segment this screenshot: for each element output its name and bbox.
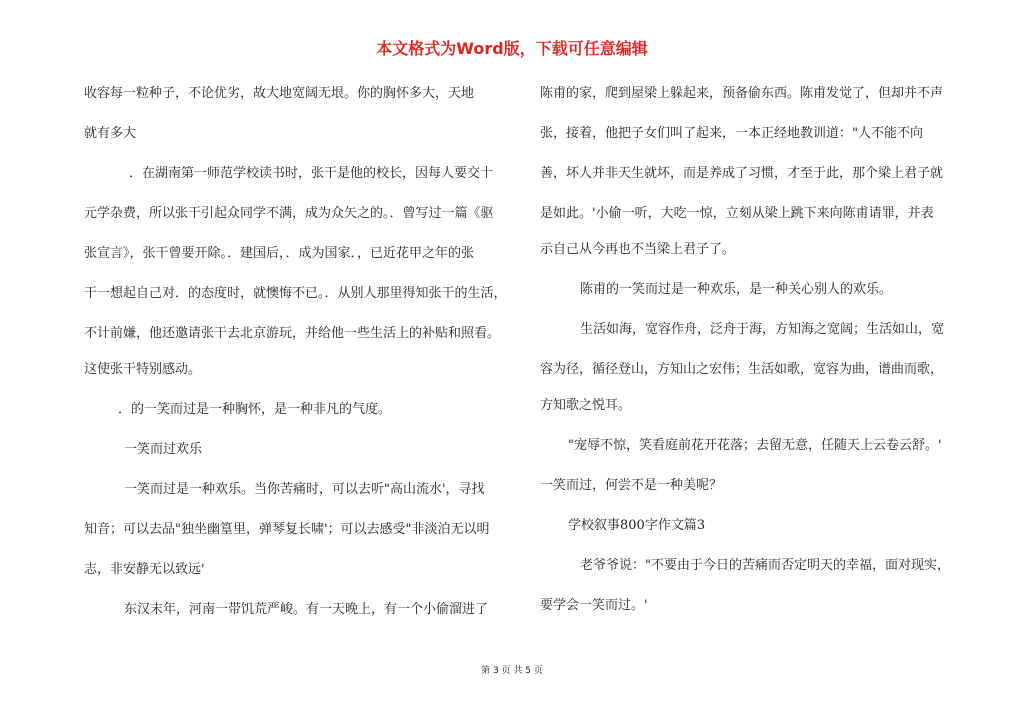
text-line: 生活如海，宽容作舟，泛舟于海，方知海之宽阔；生活如山，宽 — [580, 322, 945, 337]
document-header: 本文格式为Word版，下载可任意编辑 — [376, 39, 648, 58]
text-line: 老爷爷说："不要由于今日的苦痛而否定明天的幸福，面对现实， — [580, 558, 950, 573]
text-line: 陈甫的一笑而过是一种欢乐，是一种关心别人的欢乐。 — [580, 282, 893, 297]
text-line: 东汉末年，河南一带饥荒严峻。有一天晚上，有一个小偷溜进了 — [124, 602, 489, 617]
text-line: 一笑而过，何尝不是一种美呢？ — [540, 478, 723, 493]
text-line: 张，接着，他把子女们叫了起来，一本正经地教训道："人不能不向 — [540, 126, 923, 141]
text-line: 这使张干特别感动。 — [84, 362, 202, 377]
page-number: 第 3 页 共 5 页 — [481, 666, 543, 676]
text-line: 收容每一粒种子，不论优劣，故大地宽阔无垠。你的胸怀多大，天地 — [84, 86, 475, 101]
left-text-column — [84, 80, 507, 623]
text-line: 知音；可以去品"独坐幽篁里，弹琴复长啸'；可以去感受"非淡泊无以明 — [84, 522, 490, 537]
text-line: 不计前嫌，他还邀请张干去北京游玩，并给他一些生活上的补贴和照看。 — [84, 326, 501, 341]
text-line: 学校叙事800字作文篇3 — [568, 518, 706, 533]
text-line: "宠辱不惊，笑看庭前花开花落；去留无意，任随天上云卷云舒。' — [568, 438, 942, 453]
right-text-column — [540, 80, 965, 619]
text-line: 就有多大 — [84, 126, 137, 141]
text-line: 一笑而过欢乐 — [124, 442, 203, 457]
text-line: 一笑而过是一种欢乐。当你苦痛时，可以去听"高山流水'，寻找 — [124, 482, 485, 497]
text-line: 容为径，循径登山，方知山之宏伟；生活如歌，宽容为曲，谱曲而歌， — [540, 362, 944, 377]
text-line: 是如此。'小偷一听，大吃一惊，立刻从梁上跳下来向陈甫请罪，并表 — [540, 206, 934, 221]
text-line: ．的一笑而过是一种胸怀，是一种非凡的气度。 — [118, 402, 392, 417]
text-line: 元学杂费，所以张干引起众同学不满，成为众矢之的。．曾写过一篇《驱 — [84, 206, 494, 221]
text-line: 要学会一笑而过。' — [540, 598, 648, 613]
text-line: 方知歌之悦耳。 — [540, 398, 632, 413]
text-line: 陈甫的家，爬到屋梁上躲起来，预备偷东西。陈甫发觉了，但却并不声 — [540, 86, 944, 101]
text-line: 示自己从今再也不当梁上君子了。 — [540, 242, 736, 257]
text-line: 张宣言》，张干曾要开除。．建国后，．成为国家．，已近花甲之年的张 — [84, 246, 475, 261]
text-line: 善，坏人并非天生就坏，而是养成了习惯，才至于此，那个梁上君子就 — [540, 166, 944, 181]
text-line: ．在湖南第一师范学校读书时，张干是他的校长，因每人要交十 — [129, 166, 494, 181]
text-line: 志，非安静无以致远' — [84, 562, 205, 577]
text-line: 干一想起自己对．的态度时，就懊悔不已。．从别人那里得知张干的生活， — [84, 286, 507, 301]
